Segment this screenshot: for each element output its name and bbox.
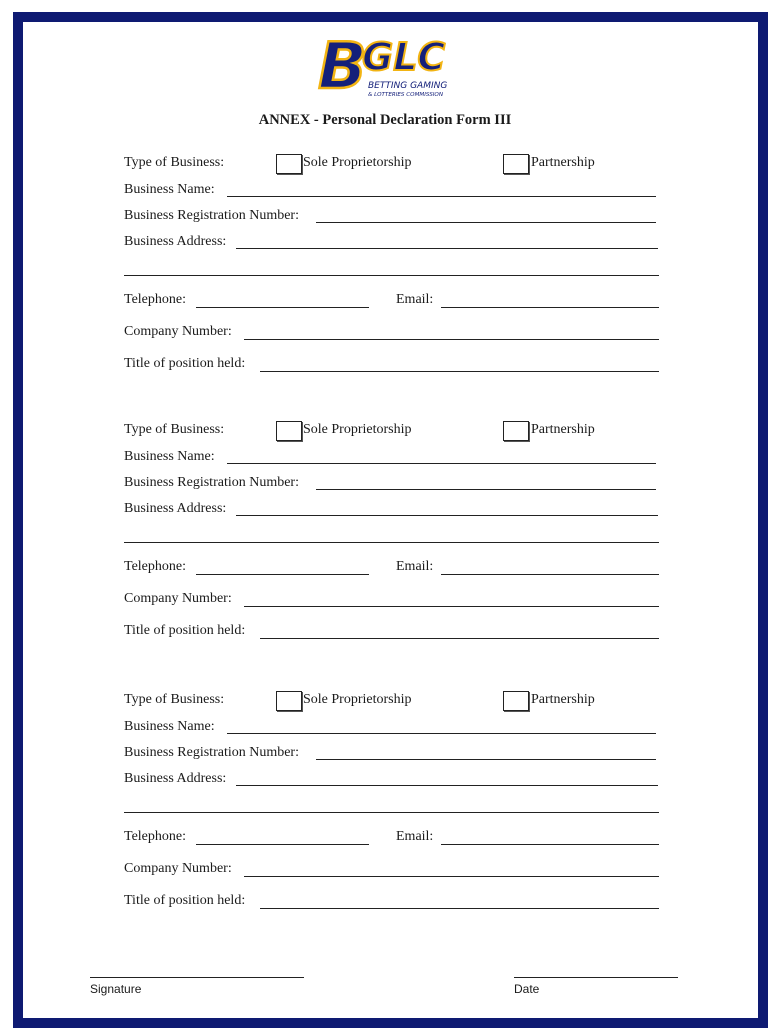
partnership-checkbox[interactable] bbox=[503, 154, 529, 174]
business-address-label: Business Address: bbox=[124, 234, 227, 249]
type-of-business-label: Type of Business: bbox=[124, 422, 225, 437]
date-label: Date bbox=[514, 982, 540, 996]
business-name-field[interactable] bbox=[227, 196, 656, 197]
date-line[interactable] bbox=[514, 977, 678, 978]
business-name-field[interactable] bbox=[227, 463, 656, 464]
email-field[interactable] bbox=[441, 307, 659, 308]
position-held-label: Title of position held: bbox=[124, 623, 246, 638]
business-address-label: Business Address: bbox=[124, 771, 227, 786]
logo-glc: GLC bbox=[362, 35, 446, 79]
position-held-field[interactable] bbox=[260, 908, 659, 909]
position-held-label: Title of position held: bbox=[124, 356, 246, 371]
business-address-field-line2[interactable] bbox=[124, 542, 659, 543]
partnership-label: Partnership bbox=[531, 692, 595, 707]
logo-line2: & LOTTERIES COMMISSION bbox=[368, 92, 444, 98]
company-number-label: Company Number: bbox=[124, 591, 232, 606]
registration-number-label: Business Registration Number: bbox=[124, 475, 299, 490]
telephone-field[interactable] bbox=[196, 844, 369, 845]
position-held-label: Title of position held: bbox=[124, 893, 246, 908]
signature-label: Signature bbox=[90, 982, 142, 996]
bglc-logo bbox=[316, 30, 466, 102]
type-of-business-label: Type of Business: bbox=[124, 692, 225, 707]
sole-proprietorship-label: Sole Proprietorship bbox=[303, 155, 412, 170]
sole-proprietorship-checkbox[interactable] bbox=[276, 421, 302, 441]
company-number-field[interactable] bbox=[244, 339, 659, 340]
business-name-field[interactable] bbox=[227, 733, 656, 734]
email-label: Email: bbox=[396, 829, 434, 844]
email-field[interactable] bbox=[441, 574, 659, 575]
logo-b: B bbox=[318, 30, 367, 102]
email-label: Email: bbox=[396, 292, 434, 307]
partnership-label: Partnership bbox=[531, 422, 595, 437]
company-number-field[interactable] bbox=[244, 606, 659, 607]
telephone-label: Telephone: bbox=[124, 292, 186, 307]
company-number-label: Company Number: bbox=[124, 861, 232, 876]
business-address-field[interactable] bbox=[236, 785, 658, 786]
position-held-field[interactable] bbox=[260, 371, 659, 372]
business-name-label: Business Name: bbox=[124, 449, 215, 464]
registration-number-field[interactable] bbox=[316, 222, 656, 223]
company-number-label: Company Number: bbox=[124, 324, 232, 339]
telephone-field[interactable] bbox=[196, 574, 369, 575]
business-address-field[interactable] bbox=[236, 248, 658, 249]
registration-number-field[interactable] bbox=[316, 489, 656, 490]
registration-number-field[interactable] bbox=[316, 759, 656, 760]
email-field[interactable] bbox=[441, 844, 659, 845]
partnership-label: Partnership bbox=[531, 155, 595, 170]
type-of-business-label: Type of Business: bbox=[124, 155, 225, 170]
business-address-field-line2[interactable] bbox=[124, 812, 659, 813]
sole-proprietorship-checkbox[interactable] bbox=[276, 691, 302, 711]
logo-line1: BETTING GAMING bbox=[368, 81, 448, 91]
partnership-checkbox[interactable] bbox=[503, 421, 529, 441]
telephone-label: Telephone: bbox=[124, 829, 186, 844]
signature-line[interactable] bbox=[90, 977, 304, 978]
sole-proprietorship-checkbox[interactable] bbox=[276, 154, 302, 174]
business-address-label: Business Address: bbox=[124, 501, 227, 516]
registration-number-label: Business Registration Number: bbox=[124, 745, 299, 760]
form-title: ANNEX - Personal Declaration Form III bbox=[258, 112, 512, 128]
email-label: Email: bbox=[396, 559, 434, 574]
business-address-field[interactable] bbox=[236, 515, 658, 516]
sole-proprietorship-label: Sole Proprietorship bbox=[303, 692, 412, 707]
company-number-field[interactable] bbox=[244, 876, 659, 877]
position-held-field[interactable] bbox=[260, 638, 659, 639]
registration-number-label: Business Registration Number: bbox=[124, 208, 299, 223]
sole-proprietorship-label: Sole Proprietorship bbox=[303, 422, 412, 437]
business-name-label: Business Name: bbox=[124, 182, 215, 197]
partnership-checkbox[interactable] bbox=[503, 691, 529, 711]
telephone-field[interactable] bbox=[196, 307, 369, 308]
business-address-field-line2[interactable] bbox=[124, 275, 659, 276]
telephone-label: Telephone: bbox=[124, 559, 186, 574]
business-name-label: Business Name: bbox=[124, 719, 215, 734]
